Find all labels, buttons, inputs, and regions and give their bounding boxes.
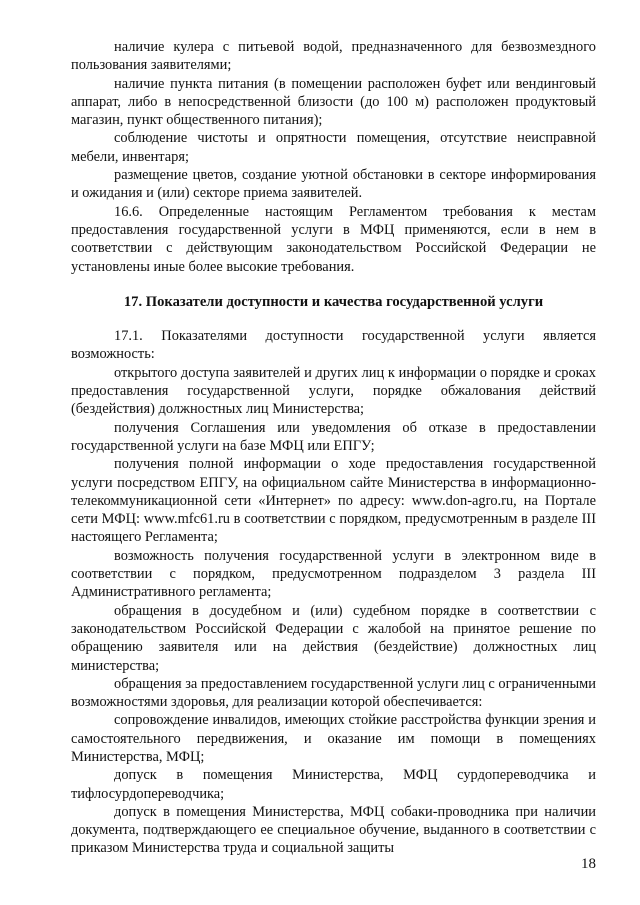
section-heading: 17. Показатели доступности и качества государственной услуги bbox=[123, 293, 544, 310]
paragraph: получения полной информации о ходе предоставления государственной услуги посредством ЕПГУ, на официальном сайте Министерства в информационно-телекоммуникационной сети «Интернет» по адресу: www.don-agro.ru, на Портале сети МФЦ: www.mfc61.ru в соответствии с порядком, предусмотренным в разделе III настоящего Регламента; bbox=[71, 456, 596, 546]
paragraph: 16.6. Определенные настоящим Регламентом требования к местам предоставления государственной услуги в МФЦ применяются, если в нем в соответствии с действующим законодательством Российской Федерации не установлены иные более высокие требования. bbox=[71, 203, 596, 275]
paragraph: 17.1. Показателями доступности государственной услуги является возможность: bbox=[71, 328, 596, 363]
paragraph: открытого доступа заявителей и других лиц к информации о порядке и сроках предоставления государственной услуги, порядке обжалования действий (бездействия) должностных лиц Министерства; bbox=[71, 364, 596, 418]
paragraph: соблюдение чистоты и опрятности помещения, отсутствие неисправной мебели, инвентаря; bbox=[71, 130, 596, 165]
paragraph: допуск в помещения Министерства, МФЦ сурдопереводчика и тифлосурдопереводчика; bbox=[71, 767, 596, 802]
paragraph: наличие кулера с питьевой водой, предназначенного для безвозмездного пользования заявителями; bbox=[71, 39, 596, 74]
paragraph: сопровождение инвалидов, имеющих стойкие расстройства функции зрения и самостоятельного передвижения, и оказание им помощи в помещениях Министерства, МФЦ; bbox=[71, 712, 596, 765]
paragraphs-section bbox=[71, 327, 596, 858]
paragraphs-top bbox=[71, 38, 596, 276]
paragraph: размещение цветов, создание уютной обстановки в секторе информирования и ожидания и (или) секторе приема заявителей. bbox=[71, 167, 596, 202]
document-page bbox=[71, 38, 596, 858]
paragraph: допуск в помещения Министерства, МФЦ собаки-проводника при наличии документа, подтверждающего ее специальное обучение, выданного в соответствии с приказом Министерства труда и социальной защиты bbox=[71, 803, 596, 857]
paragraph: обращения за предоставлением государственной услуги лиц с ограниченными возможностями здоровья, для реализации которой обеспечивается: bbox=[71, 675, 596, 711]
page-number: 18 bbox=[581, 856, 596, 872]
paragraph: получения Соглашения или уведомления об отказе в предоставлении государственной услуги на базе МФЦ или ЕПГУ; bbox=[71, 419, 596, 454]
paragraph: наличие пункта питания (в помещении расположен буфет или вендинговый аппарат, либо в непосредственной близости (до 100 м) расположен продуктовый магазин, пункт общественного питания); bbox=[71, 75, 596, 129]
paragraph: возможность получения государственной услуги в электронном виде в соответствии с порядком, предусмотренном подразделом 3 раздела III Административного регламента; bbox=[71, 547, 596, 601]
paragraph: обращения в досудебном и (или) судебном порядке в соответствии с законодательством Российской Федерации с жалобой на принятое решение по обращению заявителя или на действия (бездействие) должностных лиц министерства; bbox=[71, 602, 596, 674]
